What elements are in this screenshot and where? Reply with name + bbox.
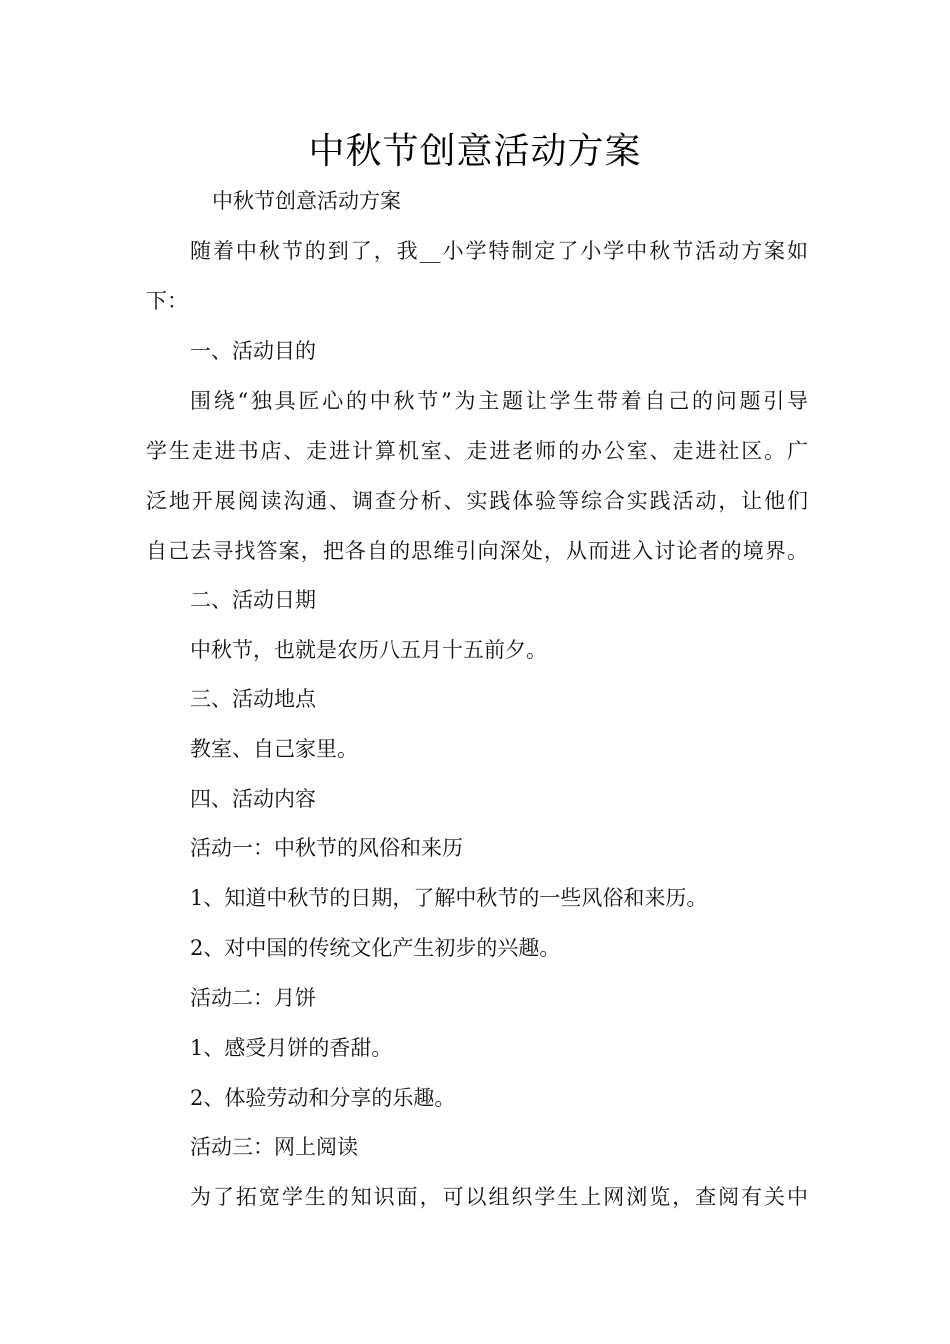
paragraph-line: 自己去寻找答案，把各自的思维引向深处，从而进入讨论者的境界。	[146, 539, 808, 563]
paragraph-line: 为了拓宽学生的知识面，可以组织学生上网浏览，查阅有关中	[190, 1185, 808, 1209]
list-item: 2、对中国的传统文化产生初步的兴趣。	[190, 936, 561, 960]
paragraph-line: 随着中秋节的到了，我__小学特制定了小学中秋节活动方案如	[190, 239, 808, 263]
section-heading: 一、活动目的	[190, 339, 316, 363]
activity-heading: 活动一：中秋节的风俗和来历	[190, 836, 463, 860]
section-heading: 二、活动日期	[190, 588, 316, 612]
paragraph-line: 围绕“独具匠心的中秋节”为主题让学生带着自己的问题引导	[190, 389, 808, 413]
subtitle-line: 中秋节创意活动方案	[212, 189, 401, 213]
paragraph-line: 泛地开展阅读沟通、调查分析、实践体验等综合实践活动，让他们	[146, 489, 808, 513]
list-item: 1、知道中秋节的日期，了解中秋节的一些风俗和来历。	[190, 886, 708, 910]
activity-heading: 活动三：网上阅读	[190, 1135, 358, 1159]
paragraph-line: 中秋节，也就是农历八五月十五前夕。	[190, 638, 547, 662]
paragraph-line: 学生走进书店、走进计算机室、走进老师的办公室、走进社区。广	[146, 439, 808, 463]
list-item: 1、感受月饼的香甜。	[190, 1036, 393, 1060]
paragraph-line: 教室、自己家里。	[190, 737, 358, 761]
section-heading: 三、活动地点	[190, 687, 316, 711]
list-item: 2、体验劳动和分享的乐趣。	[190, 1086, 456, 1110]
document-title: 中秋节创意活动方案	[308, 131, 642, 172]
paragraph-line: 下：	[146, 289, 188, 313]
activity-heading: 活动二：月饼	[190, 986, 316, 1010]
section-heading: 四、活动内容	[190, 787, 316, 811]
